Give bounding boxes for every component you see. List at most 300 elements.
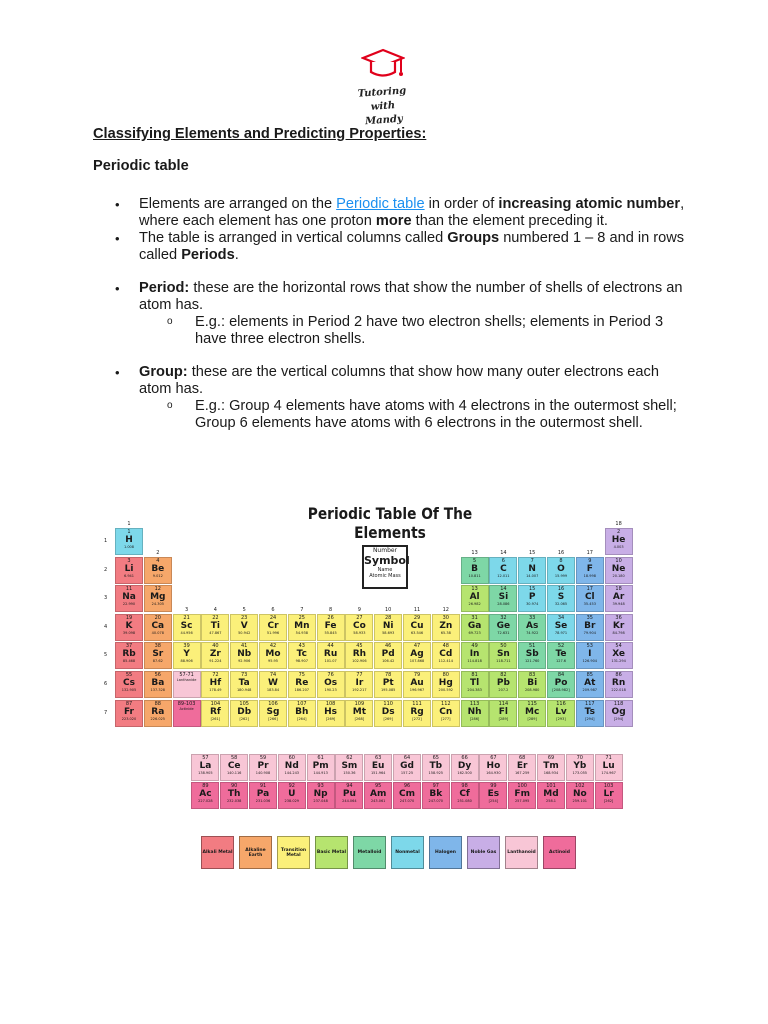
sub-list bbox=[139, 398, 693, 432]
element-symbol: Cn bbox=[439, 706, 453, 717]
element-number: 49 bbox=[471, 643, 478, 650]
element-cell bbox=[518, 700, 546, 727]
element-mass: 40.078 bbox=[151, 630, 164, 635]
element-symbol: Ga bbox=[467, 620, 482, 631]
element-symbol: Ar bbox=[612, 592, 625, 603]
element-symbol: Cf bbox=[459, 789, 470, 799]
element-cell bbox=[115, 614, 143, 641]
sub-list bbox=[139, 314, 693, 348]
element-symbol: Ho bbox=[486, 761, 501, 771]
element-number: 78 bbox=[385, 672, 392, 678]
group-number: 9 bbox=[357, 606, 361, 613]
element-number: 94 bbox=[346, 783, 353, 789]
element-number: 6 bbox=[501, 557, 505, 564]
element-mass: 167.259 bbox=[514, 771, 530, 775]
element-symbol: O bbox=[557, 563, 565, 574]
element-cell bbox=[489, 642, 517, 669]
element-cell bbox=[451, 782, 479, 809]
section-title: Periodic table bbox=[93, 158, 189, 174]
element-number: 16 bbox=[557, 586, 565, 593]
graduation-cap-icon bbox=[361, 48, 405, 82]
element-number: 50 bbox=[500, 643, 507, 650]
element-symbol: Zn bbox=[439, 620, 453, 631]
group-number: 7 bbox=[300, 606, 304, 613]
element-symbol: As bbox=[526, 620, 539, 631]
element-mass: 114.818 bbox=[467, 659, 482, 664]
element-number: 19 bbox=[125, 614, 133, 621]
element-mass: 204.383 bbox=[467, 688, 482, 692]
element-mass: 88.906 bbox=[180, 659, 193, 664]
element-number: 36 bbox=[615, 614, 622, 621]
element-mass: 196.967 bbox=[409, 688, 425, 692]
element-mass: 47.867 bbox=[209, 630, 222, 635]
element-cell bbox=[230, 642, 258, 669]
element-cell bbox=[432, 671, 460, 698]
element-symbol: Na bbox=[122, 592, 136, 603]
element-cell bbox=[115, 557, 143, 584]
element-cell bbox=[201, 671, 229, 698]
element-mass: 24.305 bbox=[151, 602, 164, 607]
element-cell bbox=[576, 642, 604, 669]
element-mass: 192.217 bbox=[352, 688, 367, 692]
element-mass: [266] bbox=[268, 716, 278, 721]
element-number: 98 bbox=[461, 783, 468, 789]
element-symbol: Am bbox=[370, 789, 387, 799]
element-symbol: I bbox=[588, 649, 592, 660]
element-mass: 237.048 bbox=[313, 799, 328, 803]
element-number: 43 bbox=[298, 643, 305, 650]
element-symbol: Cm bbox=[399, 789, 415, 799]
element-symbol: Db bbox=[237, 706, 252, 717]
element-symbol: Lv bbox=[555, 706, 567, 717]
element-symbol: Sr bbox=[152, 649, 164, 660]
element-symbol: Pd bbox=[381, 649, 395, 660]
element-symbol: Ge bbox=[496, 620, 511, 631]
element-cell bbox=[115, 671, 143, 698]
element-mass: 137.328 bbox=[150, 688, 166, 692]
element-mass: [254] bbox=[488, 799, 499, 803]
legend-swatch: Lanthanoid bbox=[505, 836, 538, 869]
element-symbol: Pu bbox=[342, 789, 356, 799]
element-cell bbox=[144, 642, 172, 669]
element-number: 64 bbox=[403, 755, 411, 761]
element-symbol: Cl bbox=[584, 592, 595, 603]
element-cell bbox=[173, 614, 201, 641]
period-number: 5 bbox=[104, 652, 108, 659]
element-cell bbox=[115, 528, 143, 555]
element-cell bbox=[489, 557, 517, 584]
element-cell bbox=[461, 671, 489, 698]
element-cell bbox=[422, 754, 450, 781]
element-mass: 151.964 bbox=[370, 771, 386, 775]
element-cell bbox=[547, 671, 575, 698]
element-mass: 65.38 bbox=[440, 630, 451, 635]
element-number: 29 bbox=[413, 614, 421, 621]
element-number: 73 bbox=[241, 672, 248, 678]
element-number: 109 bbox=[354, 700, 365, 707]
element-symbol: Fm bbox=[514, 789, 530, 799]
element-symbol: Ds bbox=[381, 706, 395, 717]
key-mass: Atomic Mass bbox=[369, 573, 401, 579]
periodic-table-link[interactable]: Periodic table bbox=[336, 196, 425, 212]
element-cell bbox=[201, 614, 229, 641]
element-cell bbox=[364, 782, 392, 809]
element-symbol: Ac bbox=[199, 789, 212, 799]
element-cell bbox=[191, 754, 219, 781]
element-number: 41 bbox=[241, 643, 248, 650]
element-cell bbox=[144, 671, 172, 698]
group-number: 11 bbox=[413, 606, 421, 613]
element-cell bbox=[173, 642, 201, 669]
element-cell bbox=[144, 614, 172, 641]
element-number: 79 bbox=[413, 672, 421, 678]
element-symbol: Eu bbox=[371, 761, 385, 771]
element-number: 83 bbox=[529, 672, 536, 678]
element-mass: 183.84 bbox=[266, 688, 280, 692]
logo-line1: Tutoring with bbox=[357, 85, 407, 113]
element-cell bbox=[220, 754, 248, 781]
element-cell bbox=[547, 700, 575, 727]
element-symbol: Gd bbox=[400, 761, 414, 771]
element-cell bbox=[508, 754, 536, 781]
element-cell bbox=[432, 642, 460, 669]
element-symbol: Nh bbox=[467, 706, 482, 717]
element-symbol: Ir bbox=[355, 678, 364, 688]
element-mass: [293] bbox=[556, 716, 566, 721]
element-symbol: Te bbox=[555, 649, 567, 660]
element-number: 62 bbox=[346, 755, 353, 761]
element-number: 48 bbox=[442, 643, 449, 650]
element-mass: 244.064 bbox=[342, 799, 357, 803]
element-mass: 226.025 bbox=[150, 716, 166, 721]
element-symbol: Es bbox=[487, 789, 500, 799]
element-number: 72 bbox=[212, 672, 219, 678]
element-number: 65 bbox=[432, 755, 439, 761]
element-number: 88 bbox=[154, 700, 161, 707]
element-symbol: Li bbox=[124, 563, 134, 574]
key-number: Number bbox=[372, 547, 398, 554]
element-mass: 32.065 bbox=[554, 602, 568, 607]
element-symbol: Hf bbox=[209, 678, 222, 688]
element-mass: 227.028 bbox=[198, 799, 213, 803]
group-number: 1 bbox=[127, 521, 131, 527]
element-symbol: Rg bbox=[410, 706, 424, 717]
element-mass: 102.906 bbox=[352, 659, 367, 664]
legend-swatch: Transition Metal bbox=[277, 836, 310, 869]
element-symbol: Er bbox=[516, 761, 528, 771]
element-symbol: Hg bbox=[438, 678, 453, 688]
element-cell bbox=[489, 614, 517, 641]
list-item: • Period: these are the horizontal rows that show the number of shells of electrons an atom has. o E.g.: elements in Period 2 have two electron shells; elements in Period 3 have three electron shells. bbox=[93, 280, 693, 348]
element-cell bbox=[605, 585, 633, 612]
element-number: 80 bbox=[442, 672, 449, 678]
element-number: 1 bbox=[127, 529, 131, 535]
element-number: 76 bbox=[327, 672, 334, 678]
element-cell bbox=[393, 754, 421, 781]
element-mass: 127.6 bbox=[555, 659, 567, 664]
periodic-table-title: Periodic Table Of The Elements bbox=[307, 504, 473, 542]
element-cell bbox=[345, 671, 373, 698]
element-number: 8 bbox=[559, 557, 563, 564]
element-number: 21 bbox=[183, 614, 190, 621]
element-mass: 39.948 bbox=[612, 602, 625, 607]
element-symbol: Al bbox=[469, 592, 480, 603]
group-number: 15 bbox=[529, 549, 536, 556]
group-number: 3 bbox=[185, 606, 189, 613]
element-mass: 84.798 bbox=[612, 630, 625, 635]
element-number: 51 bbox=[529, 643, 536, 650]
element-symbol: Sb bbox=[525, 649, 539, 660]
element-number: 14 bbox=[500, 586, 507, 593]
element-mass: 12.011 bbox=[497, 573, 510, 578]
element-cell bbox=[547, 557, 575, 584]
element-cell bbox=[518, 614, 546, 641]
element-cell bbox=[403, 614, 431, 641]
element-cell bbox=[451, 754, 479, 781]
element-cell bbox=[364, 754, 392, 781]
element-mass: 18.998 bbox=[583, 573, 596, 578]
element-number: 59 bbox=[259, 755, 267, 761]
element-symbol: Sn bbox=[496, 649, 510, 660]
element-symbol: Cs bbox=[123, 678, 135, 688]
element-symbol: Mo bbox=[265, 649, 281, 660]
element-cell bbox=[489, 585, 517, 612]
element-symbol: Se bbox=[554, 620, 568, 631]
element-mass: [269] bbox=[383, 716, 393, 721]
element-key bbox=[362, 545, 408, 589]
element-mass: 28.086 bbox=[497, 602, 510, 607]
element-number: 84 bbox=[557, 672, 565, 678]
element-number: 101 bbox=[546, 783, 556, 789]
element-mass: 126.904 bbox=[582, 659, 598, 664]
element-cell bbox=[518, 585, 546, 612]
element-number: 25 bbox=[298, 614, 305, 621]
element-number: 15 bbox=[529, 586, 536, 593]
element-cell bbox=[576, 585, 604, 612]
logo-line2: Mandy bbox=[364, 113, 404, 128]
element-cell bbox=[115, 700, 143, 727]
element-symbol: H bbox=[125, 535, 133, 545]
element-cell bbox=[479, 782, 507, 809]
element-number: 111 bbox=[412, 700, 422, 707]
element-mass: [261] bbox=[210, 716, 221, 721]
element-mass: Actinide bbox=[179, 706, 194, 711]
element-mass: 178.49 bbox=[209, 688, 222, 692]
element-number: 56 bbox=[154, 672, 161, 678]
element-cell bbox=[432, 614, 460, 641]
element-symbol: Ca bbox=[151, 620, 165, 631]
element-symbol: Mc bbox=[525, 706, 540, 717]
element-cell bbox=[595, 754, 623, 781]
element-mass: 144.913 bbox=[313, 771, 328, 775]
element-mass: 101.07 bbox=[324, 659, 337, 664]
document-body bbox=[93, 126, 693, 432]
element-number: 44 bbox=[327, 643, 334, 650]
element-cell bbox=[461, 700, 489, 727]
element-symbol: Cd bbox=[439, 649, 453, 660]
element-mass: 207.2 bbox=[498, 688, 509, 692]
element-cell bbox=[317, 700, 345, 727]
element-number: 95 bbox=[375, 783, 382, 789]
element-symbol: Pa bbox=[256, 789, 270, 799]
logo-text bbox=[347, 84, 420, 131]
element-number: 70 bbox=[576, 755, 583, 761]
element-mass: 180.948 bbox=[236, 688, 252, 692]
element-symbol: Au bbox=[410, 678, 424, 688]
element-symbol: Sg bbox=[266, 706, 280, 717]
element-mass: 195.085 bbox=[380, 688, 396, 692]
element-mass: Lanthanide bbox=[176, 678, 197, 682]
element-symbol: Th bbox=[227, 789, 241, 799]
element-number: 96 bbox=[403, 783, 411, 789]
period-number: 1 bbox=[104, 538, 108, 544]
element-cell bbox=[144, 585, 172, 612]
element-mass: 92.906 bbox=[238, 659, 251, 664]
element-number: 23 bbox=[241, 614, 248, 621]
element-cell bbox=[576, 557, 604, 584]
element-mass: 14.007 bbox=[526, 573, 539, 578]
element-cell bbox=[230, 700, 258, 727]
element-mass: 87.62 bbox=[152, 659, 163, 664]
element-symbol: Rf bbox=[209, 706, 221, 717]
element-number: 40 bbox=[212, 643, 219, 650]
element-symbol: Si bbox=[498, 592, 509, 603]
element-mass: 231.036 bbox=[255, 799, 271, 803]
element-symbol: W bbox=[268, 678, 278, 688]
element-number: 24 bbox=[269, 614, 277, 621]
element-cell bbox=[345, 700, 373, 727]
element-symbol: At bbox=[584, 678, 596, 688]
element-cell bbox=[461, 585, 489, 612]
element-number: 46 bbox=[385, 643, 392, 650]
element-cell bbox=[508, 782, 536, 809]
element-symbol: Po bbox=[554, 678, 568, 688]
element-symbol: Ti bbox=[210, 620, 220, 631]
element-mass: 144.243 bbox=[284, 771, 300, 775]
group-number: 18 bbox=[615, 521, 622, 527]
element-mass: 6.941 bbox=[123, 573, 135, 578]
element-cell bbox=[518, 671, 546, 698]
element-number: 110 bbox=[383, 700, 393, 707]
element-cell bbox=[537, 782, 565, 809]
element-number: 34 bbox=[557, 614, 565, 621]
element-mass: 140.116 bbox=[226, 771, 242, 775]
element-mass: 157.25 bbox=[400, 771, 414, 775]
element-number: 10 bbox=[615, 557, 622, 564]
period-number: 3 bbox=[104, 595, 108, 602]
element-symbol: Bk bbox=[429, 789, 443, 799]
element-symbol: Rn bbox=[611, 678, 626, 688]
element-mass: 26.982 bbox=[468, 602, 481, 607]
element-mass: 72.631 bbox=[497, 630, 510, 635]
element-number: 85 bbox=[586, 672, 593, 678]
element-mass: 257.095 bbox=[514, 799, 530, 803]
element-number: 33 bbox=[529, 614, 536, 621]
element-number: 108 bbox=[325, 700, 336, 707]
element-number: 55 bbox=[125, 672, 133, 678]
element-mass: 251.080 bbox=[457, 799, 472, 803]
element-number: 115 bbox=[527, 700, 537, 707]
element-symbol: C bbox=[500, 563, 507, 574]
bullet-list-2 bbox=[93, 280, 693, 348]
element-symbol: Sc bbox=[180, 620, 193, 631]
element-symbol: Os bbox=[324, 678, 338, 688]
group-number: 5 bbox=[242, 606, 246, 613]
element-cell bbox=[518, 642, 546, 669]
element-cell bbox=[201, 700, 229, 727]
element-number: 117 bbox=[585, 700, 595, 707]
element-mass: 58.693 bbox=[382, 630, 395, 635]
element-symbol: Tm bbox=[543, 761, 559, 771]
element-cell bbox=[605, 642, 633, 669]
element-symbol: Bi bbox=[527, 678, 538, 688]
element-number: 77 bbox=[356, 672, 363, 678]
element-symbol: Hs bbox=[324, 706, 338, 717]
element-number: 113 bbox=[469, 700, 480, 707]
element-mass: [208.982] bbox=[552, 688, 570, 692]
element-number: 89-103 bbox=[177, 700, 196, 707]
element-cell bbox=[461, 642, 489, 669]
element-symbol: Dy bbox=[457, 761, 472, 771]
element-cell bbox=[259, 700, 287, 727]
element-mass: 1.008 bbox=[123, 545, 135, 549]
element-symbol: Ts bbox=[584, 706, 595, 717]
element-number: 32 bbox=[500, 614, 507, 621]
element-mass: 243.061 bbox=[370, 799, 386, 803]
element-mass: 138.905 bbox=[198, 771, 213, 775]
tutoring-logo bbox=[348, 48, 418, 128]
element-mass: 190.23 bbox=[324, 688, 337, 692]
element-symbol: Br bbox=[584, 620, 596, 631]
element-mass: [269] bbox=[325, 716, 336, 721]
element-number: 45 bbox=[356, 643, 363, 650]
element-cell bbox=[288, 614, 316, 641]
element-mass: 186.207 bbox=[294, 688, 310, 692]
element-mass: 107.868 bbox=[409, 659, 425, 664]
element-cell bbox=[374, 700, 402, 727]
element-number: 102 bbox=[575, 783, 585, 789]
element-mass: 247.070 bbox=[399, 799, 415, 803]
element-mass: 164.930 bbox=[486, 771, 501, 775]
element-symbol: Ru bbox=[323, 649, 338, 660]
period-number: 2 bbox=[104, 566, 108, 573]
element-mass: 131.294 bbox=[611, 659, 626, 664]
element-mass: [272] bbox=[412, 716, 422, 721]
element-number: 60 bbox=[288, 755, 295, 761]
element-cell bbox=[288, 700, 316, 727]
element-mass: 121.760 bbox=[524, 659, 540, 664]
element-symbol: Ni bbox=[382, 620, 394, 631]
element-number: 57 bbox=[202, 755, 209, 761]
element-symbol: Md bbox=[543, 789, 559, 799]
element-cell bbox=[595, 782, 623, 809]
element-symbol: Fe bbox=[324, 620, 337, 631]
element-number: 17 bbox=[586, 586, 593, 593]
element-symbol: Cr bbox=[267, 620, 279, 631]
element-cell bbox=[518, 557, 546, 584]
element-cell bbox=[115, 642, 143, 669]
element-cell bbox=[335, 754, 363, 781]
element-mass: 174.967 bbox=[601, 771, 616, 775]
element-symbol: Pt bbox=[382, 678, 394, 688]
element-number: 86 bbox=[615, 672, 622, 678]
element-mass: 79.904 bbox=[583, 630, 596, 635]
group-number: 2 bbox=[156, 549, 160, 556]
element-mass: 118.711 bbox=[496, 659, 511, 664]
element-mass: 98.907 bbox=[295, 659, 308, 664]
element-symbol: Mt bbox=[352, 706, 367, 717]
element-cell bbox=[173, 700, 201, 727]
